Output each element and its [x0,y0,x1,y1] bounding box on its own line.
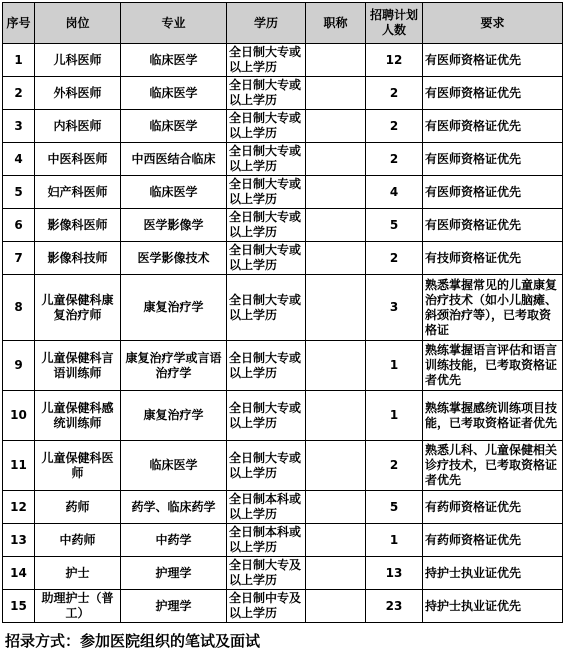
row-major: 护理学 [121,557,227,590]
row-requirement: 有技师资格证优先 [423,242,563,275]
row-count: 3 [366,275,423,341]
table-row [3,143,563,176]
row-requirement: 有医师资格证优先 [423,143,563,176]
row-title [306,391,366,441]
row-position: 儿童保健科康复治疗师 [35,275,121,341]
table-row [3,557,563,590]
row-no: 2 [3,77,35,110]
row-education: 全日制大专或以上学历 [227,110,306,143]
row-count: 1 [366,524,423,557]
table-row [3,242,563,275]
header-no: 序号 [3,3,35,44]
row-major: 护理学 [121,590,227,623]
table-row [3,341,563,391]
header-row [3,3,563,44]
table-row [3,524,563,557]
row-no: 6 [3,209,35,242]
row-position: 影像科医师 [35,209,121,242]
row-position: 护士 [35,557,121,590]
row-major: 临床医学 [121,441,227,491]
row-count: 1 [366,391,423,441]
row-education: 全日制大专或以上学历 [227,441,306,491]
row-position: 儿童保健科言语训练师 [35,341,121,391]
row-education: 全日制大专或以上学历 [227,242,306,275]
row-major: 康复治疗学 [121,275,227,341]
row-education: 全日制本科或以上学历 [227,524,306,557]
row-education: 全日制大专或以上学历 [227,77,306,110]
row-title [306,441,366,491]
row-no: 8 [3,275,35,341]
row-requirement: 熟练掌握感统训练项目技能，已考取资格证者优先 [423,391,563,441]
row-count: 1 [366,341,423,391]
header-title: 职称 [306,3,366,44]
row-no: 9 [3,341,35,391]
row-education: 全日制本科或以上学历 [227,491,306,524]
row-requirement: 有药师资格证优先 [423,524,563,557]
row-education: 全日制大专或以上学历 [227,143,306,176]
row-major: 医学影像技术 [121,242,227,275]
row-education: 全日制大专或以上学历 [227,275,306,341]
row-position: 中医科医师 [35,143,121,176]
row-position: 儿童保健科医师 [35,441,121,491]
row-position: 助理护士（普工） [35,590,121,623]
row-no: 3 [3,110,35,143]
row-no: 11 [3,441,35,491]
row-no: 13 [3,524,35,557]
row-count: 4 [366,176,423,209]
table-row [3,590,563,623]
row-education: 全日制大专或以上学历 [227,341,306,391]
table-row [3,391,563,441]
header-education: 学历 [227,3,306,44]
row-title [306,209,366,242]
row-title [306,44,366,77]
row-no: 5 [3,176,35,209]
row-position: 内科医师 [35,110,121,143]
header-position: 岗位 [35,3,121,44]
row-no: 15 [3,590,35,623]
recruitment-table [2,2,563,623]
row-major: 中药学 [121,524,227,557]
row-no: 10 [3,391,35,441]
row-requirement: 有医师资格证优先 [423,110,563,143]
row-title [306,110,366,143]
header-count: 招聘计划人数 [366,3,423,44]
table-row [3,275,563,341]
row-position: 外科医师 [35,77,121,110]
row-education: 全日制大专或以上学历 [227,44,306,77]
row-requirement: 熟练掌握语言评估和语言训练技能，已考取资格证者优先 [423,341,563,391]
row-major: 药学、临床药学 [121,491,227,524]
table-row [3,209,563,242]
row-count: 2 [366,77,423,110]
row-title [306,176,366,209]
row-major: 临床医学 [121,110,227,143]
row-title [306,77,366,110]
row-no: 14 [3,557,35,590]
row-major: 康复治疗学 [121,391,227,441]
row-requirement: 有医师资格证优先 [423,44,563,77]
row-title [306,557,366,590]
row-requirement: 有医师资格证优先 [423,209,563,242]
row-no: 1 [3,44,35,77]
row-title [306,491,366,524]
row-requirement: 有医师资格证优先 [423,77,563,110]
row-requirement: 熟悉掌握常见的儿童康复治疗技术（如小儿脑瘫、斜颈治疗等），已考取资格证 [423,275,563,341]
row-major: 临床医学 [121,77,227,110]
row-count: 12 [366,44,423,77]
row-title [306,275,366,341]
header-major: 专业 [121,3,227,44]
row-no: 7 [3,242,35,275]
row-count: 5 [366,209,423,242]
row-position: 儿科医师 [35,44,121,77]
row-requirement: 持护士执业证优先 [423,557,563,590]
row-education: 全日制大专或以上学历 [227,391,306,441]
row-position: 药师 [35,491,121,524]
row-count: 2 [366,441,423,491]
row-position: 影像科技师 [35,242,121,275]
row-count: 23 [366,590,423,623]
row-no: 4 [3,143,35,176]
table-row [3,176,563,209]
row-title [306,590,366,623]
row-title [306,143,366,176]
row-requirement: 有医师资格证优先 [423,176,563,209]
row-major: 临床医学 [121,44,227,77]
table-row [3,110,563,143]
recruitment-method-note: 招录方式：参加医院组织的笔试及面试 [5,632,261,650]
row-major: 康复治疗学或言语治疗学 [121,341,227,391]
row-count: 13 [366,557,423,590]
table-row [3,44,563,77]
row-requirement: 有药师资格证优先 [423,491,563,524]
row-major: 医学影像学 [121,209,227,242]
row-title [306,341,366,391]
row-title [306,242,366,275]
row-position: 儿童保健科感统训练师 [35,391,121,441]
table-row [3,77,563,110]
row-title [306,524,366,557]
row-no: 12 [3,491,35,524]
row-count: 5 [366,491,423,524]
row-education: 全日制大专及以上学历 [227,557,306,590]
row-count: 2 [366,143,423,176]
row-position: 妇产科医师 [35,176,121,209]
row-major: 临床医学 [121,176,227,209]
row-position: 中药师 [35,524,121,557]
row-count: 2 [366,242,423,275]
row-education: 全日制大专或以上学历 [227,209,306,242]
header-requirement: 要求 [423,3,563,44]
table-row [3,441,563,491]
row-education: 全日制中专及以上学历 [227,590,306,623]
row-education: 全日制大专或以上学历 [227,176,306,209]
row-requirement: 熟悉儿科、儿童保健相关诊疗技术，已考取资格证者优先 [423,441,563,491]
row-requirement: 持护士执业证优先 [423,590,563,623]
table-row [3,491,563,524]
row-count: 2 [366,110,423,143]
row-major: 中西医结合临床 [121,143,227,176]
